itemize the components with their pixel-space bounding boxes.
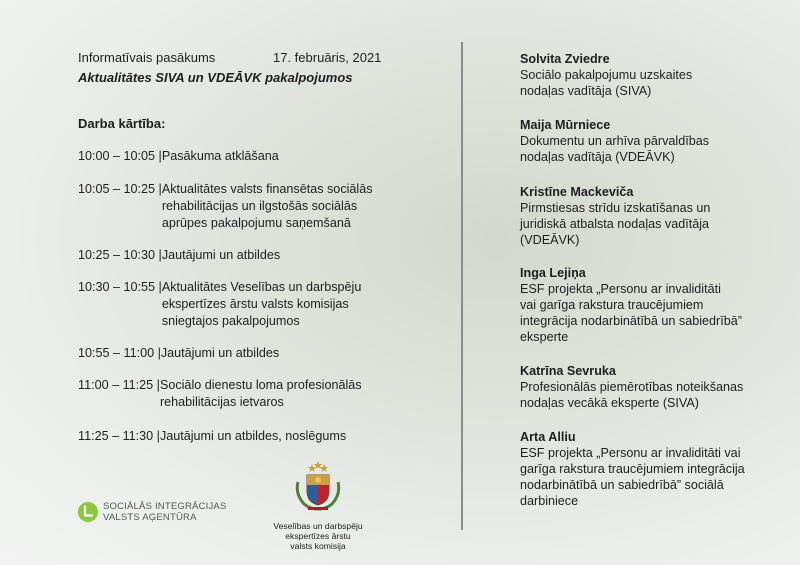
agenda-desc-line: Pasākuma atklāšana <box>161 149 279 163</box>
speaker-name: Maija Mūrniece <box>520 118 611 132</box>
speaker-name: Kristīne Mackeviča <box>520 185 634 199</box>
speaker-name: Solvita Zviedre <box>520 52 610 66</box>
speaker-name: Inga Lejiņa <box>520 266 586 280</box>
vdeavk-logo <box>268 460 368 551</box>
siva-logo-line: SOCIĀLĀS INTEGRĀCIJAS <box>103 501 227 512</box>
vdeavk-logo-line: valsts komisija <box>290 541 346 551</box>
siva-logo <box>78 501 227 523</box>
event-date: 17. februāris, 2021 <box>273 50 382 65</box>
agenda-item <box>78 377 362 411</box>
agenda-desc-line: Jautājumi un atbildes <box>161 248 281 262</box>
speaker-role: Sociālo pakalpojumu uzskaites nodaļas vadītāja (SIVA) <box>520 68 693 98</box>
speaker-role: Pirmstiesas strīdu izskatīšanas un juridiskā atbalsta nodaļas vadītāja (VDEĀVK) <box>520 201 711 247</box>
agenda-desc <box>162 279 362 330</box>
column-divider <box>461 42 463 530</box>
agenda-desc-line: Sociālo dienestu loma profesionālās <box>159 378 362 392</box>
agenda-desc <box>162 181 373 232</box>
event-subtitle: Aktualitātes SIVA un VDEĀVK pakalpojumos <box>78 70 353 85</box>
agenda-desc-line: ekspertīzes ārstu valsts komisijas <box>161 297 349 311</box>
speaker-role: Dokumentu un arhīva pārvaldības nodaļas vadītāja (VDEĀVK) <box>520 134 710 164</box>
vdeavk-logo-text <box>268 521 368 551</box>
agenda-item <box>78 428 346 445</box>
coat-of-arms-icon <box>293 460 343 512</box>
agenda-desc-line: Jautājumi un atbildes <box>160 346 280 360</box>
agenda-desc-line: Jautājumi un atbildes, noslēgums <box>159 429 347 443</box>
agenda-time: 10:55 – 11:00 | <box>78 346 161 360</box>
vdeavk-logo-line: ekspertīzes ārstu <box>285 531 351 541</box>
agenda-desc-line: rehabilitācijas ietvaros <box>159 395 284 409</box>
agenda-desc-line: Aktualitātes valsts finansētas sociālās <box>161 182 373 196</box>
speaker-card <box>520 117 780 165</box>
agenda-desc-line: rehabilitācijas un ilgstošās sociālās <box>161 199 358 213</box>
agenda-item <box>78 181 373 232</box>
agenda-item <box>78 148 279 165</box>
siva-logo-text <box>103 501 227 523</box>
speaker-role: ESF projekta „Personu ar invaliditāti vai garīga rakstura traucējumiem integrācija nodarbinātībā un sabiedrībā” eksperte <box>520 282 742 344</box>
event-header <box>78 50 382 65</box>
agenda-time: 10:00 – 10:05 | <box>78 149 162 163</box>
agenda-desc <box>162 247 280 264</box>
speaker-role: ESF projekta „Personu ar invaliditāti vai garīga rakstura traucējumiem integrācija nodarbinātībā un sabiedrībā” sociālā darbiniece <box>520 446 745 508</box>
agenda-desc <box>160 428 346 445</box>
speaker-role: Profesionālās piemērotības noteikšanas nodaļas vecākā eksperte (SIVA) <box>520 380 744 410</box>
siva-logo-icon <box>78 502 98 522</box>
agenda-time: 10:25 – 10:30 | <box>78 248 162 262</box>
speaker-card <box>520 429 780 509</box>
agenda-time: 10:05 – 10:25 | <box>78 182 162 196</box>
agenda-item <box>78 279 361 330</box>
speaker-name: Arta Alliu <box>520 430 576 444</box>
siva-logo-line: VALSTS AĢENTŪRA <box>103 512 197 523</box>
agenda-desc-line: aprūpes pakalpojumu saņemšanā <box>161 216 351 230</box>
speaker-card <box>520 51 780 99</box>
agenda-time: 10:30 – 10:55 | <box>78 280 162 294</box>
agenda-desc <box>160 377 362 411</box>
speaker-card <box>520 363 780 411</box>
agenda-time: 11:00 – 11:25 | <box>78 378 160 392</box>
agenda-desc <box>161 345 279 362</box>
agenda-item <box>78 247 280 264</box>
agenda-desc-line: Aktualitātes Veselības un darbspēju <box>161 280 362 294</box>
agenda-item <box>78 345 279 362</box>
speaker-card <box>520 184 780 248</box>
speaker-name: Katrīna Sevruka <box>520 364 616 378</box>
speaker-card <box>520 265 780 345</box>
event-label: Informatīvais pasākums <box>78 50 216 65</box>
vdeavk-logo-line: Veselības un darbspēju <box>273 521 363 531</box>
agenda-desc <box>162 148 279 165</box>
agenda-time: 11:25 – 11:30 | <box>78 429 160 443</box>
agenda-title: Darba kārtība: <box>78 116 166 131</box>
agenda-desc-line: sniegtajos pakalpojumos <box>161 314 300 328</box>
